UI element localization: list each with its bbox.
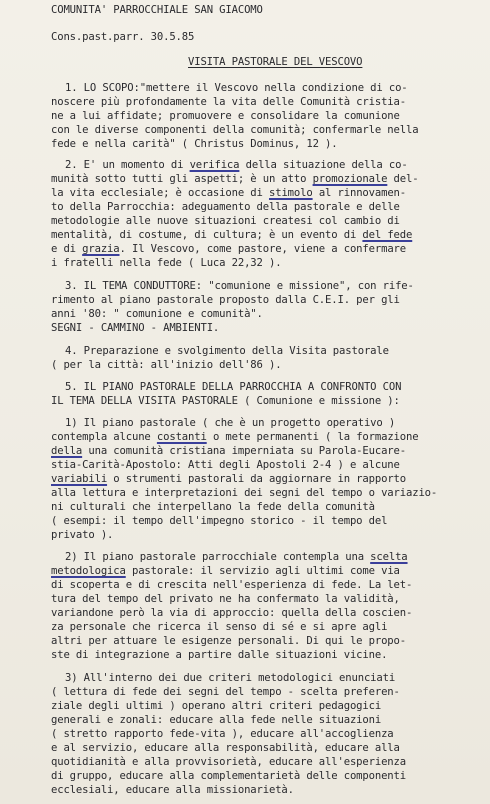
- text-line: mentalità, di costume, di cultura; è un evento di del fede: [51, 229, 413, 241]
- text-line: tura del tempo del privato ne ha confermato la validità,: [51, 593, 400, 605]
- text-line: SEGNI - CAMMINO - AMBIENTI.: [51, 322, 220, 334]
- text-line: quotidianità e alla provvisorietà, educare all'esperienza: [51, 756, 406, 768]
- text-line: ( per la città: all'inizio dell'86 ).: [51, 359, 282, 371]
- text-line: contempla alcune costanti o mete permanenti ( la formazione: [51, 431, 419, 443]
- text-line: ecclesiali, educare alla missionarietà.: [51, 784, 294, 796]
- pen-underline: stimolo: [268, 187, 313, 199]
- text-line: stia-Carità-Apostolo: Atti degli Apostoli 2-4 ) e alcune: [51, 459, 400, 471]
- pen-underline: della: [51, 445, 83, 457]
- text-line: e di grazia. Il Vescovo, come pastore, viene a confermare: [51, 243, 407, 255]
- text-line: noscere più profondamente la vita delle Comunità cristia-: [51, 96, 406, 108]
- text-line: to della Parrocchia: adeguamento della pastorale e delle: [51, 201, 400, 213]
- text-line: metodologica pastorale: il servizio agli ultimi come via: [51, 565, 400, 577]
- organization-name: COMUNITA' PARROCCHIALE SAN GIACOMO: [51, 4, 263, 16]
- text-line: fede e nella carità" ( Christus Dominus, 12 ).: [51, 138, 338, 150]
- text-line: 3. IL TEMA CONDUTTORE: "comunione e missione", con rife-: [65, 280, 414, 292]
- text-line: 1) Il piano pastorale ( che è un progetto operativo ): [65, 417, 396, 429]
- text-line: variandone però la via di approccio: quella della coscien-: [51, 607, 413, 619]
- text-line: 2) Il piano pastorale parrocchiale contempla una scelta: [65, 551, 408, 563]
- text-line: ( esempi: il tempo dell'impegno storico - il tempo del: [51, 515, 388, 527]
- text-line: ne a lui affidate; promuovere e consolidare la comunione: [51, 110, 400, 122]
- text-line: metodologie alle nuove situazioni createsi col cambio di: [51, 215, 400, 227]
- text-line: 2. E' un momento di verifica della situazione della co-: [65, 159, 408, 171]
- pen-underline: promozionale: [312, 173, 388, 185]
- text-line: altri per attuare le esigenze personali. Di qui le propo-: [51, 635, 406, 647]
- text-line: la vita ecclesiale; è occasione di stimolo al rinnovamen-: [51, 187, 407, 199]
- text-line: ziale degli ultimi ) operano altri criteri pedagogici: [51, 700, 382, 712]
- pen-underline: variabili: [51, 473, 108, 485]
- text-line: ste di integrazione a partire dalle situazioni vicine.: [51, 649, 388, 661]
- text-line: i fratelli nella fede ( Luca 22,32 ).: [51, 257, 282, 269]
- text-line: con le diverse componenti della comunità; confermarle nella: [51, 124, 419, 136]
- text-line: ( stretto rapporto fede-vita ), educare all'accoglienza: [51, 728, 394, 740]
- pen-underline: costanti: [156, 431, 207, 443]
- text-line: IL TEMA DELLA VISITA PASTORALE ( Comunione e missione ):: [51, 395, 400, 407]
- text-line: privato ).: [51, 529, 114, 541]
- text-line: alla lettura e interpretazioni dei segni del tempo o variazio-: [51, 487, 438, 499]
- text-line: e al servizio, educare alla responsabilità, educare alla: [51, 742, 400, 754]
- text-line: 5. IL PIANO PASTORALE DELLA PARROCCHIA A CONFRONTO CON: [65, 381, 402, 393]
- text-line: generali e zonali: educare alla fede nelle situazioni: [51, 714, 382, 726]
- document-title: VISITA PASTORALE DEL VESCOVO: [188, 56, 363, 68]
- text-line: ni culturali che interpellano la fede della comunità: [51, 501, 375, 513]
- text-line: anni '80: " comunione e comunità".: [51, 308, 263, 320]
- text-line: 3) All'interno dei due criteri metodologici enunciati: [65, 672, 396, 684]
- text-line: ( lettura di fede dei segni del tempo - scelta preferen-: [51, 686, 400, 698]
- text-line: di gruppo, educare alla complementarietà delle componenti: [51, 770, 406, 782]
- text-line: munità sotto tutti gli aspetti; è un atto promozionale del-: [51, 173, 419, 185]
- text-line: variabili o strumenti pastorali da aggiornare in rapporto: [51, 473, 407, 485]
- text-line: 4. Preparazione e svolgimento della Visita pastorale: [65, 345, 389, 357]
- pen-underline: grazia: [82, 243, 120, 255]
- pen-underline: verifica: [189, 159, 240, 171]
- pen-underline: scelta: [370, 551, 408, 563]
- pen-underline: del fede: [362, 229, 413, 241]
- text-line: di scoperta e di crescita nell'esperienza di fede. La let-: [51, 579, 413, 591]
- text-line: della una comunità cristiana imperniata su Parola-Eucare-: [51, 445, 406, 457]
- pen-underline: metodologica: [51, 565, 126, 577]
- text-line: rimento al piano pastorale proposto dalla C.E.I. per gli: [51, 294, 400, 306]
- text-line: za personale che ricerca il senso di sé e si apre agli: [51, 621, 388, 633]
- reference-line: Cons.past.parr. 30.5.85: [51, 31, 195, 43]
- text-line: 1. LO SCOPO:"mettere il Vescovo nella condizione di co-: [65, 82, 408, 94]
